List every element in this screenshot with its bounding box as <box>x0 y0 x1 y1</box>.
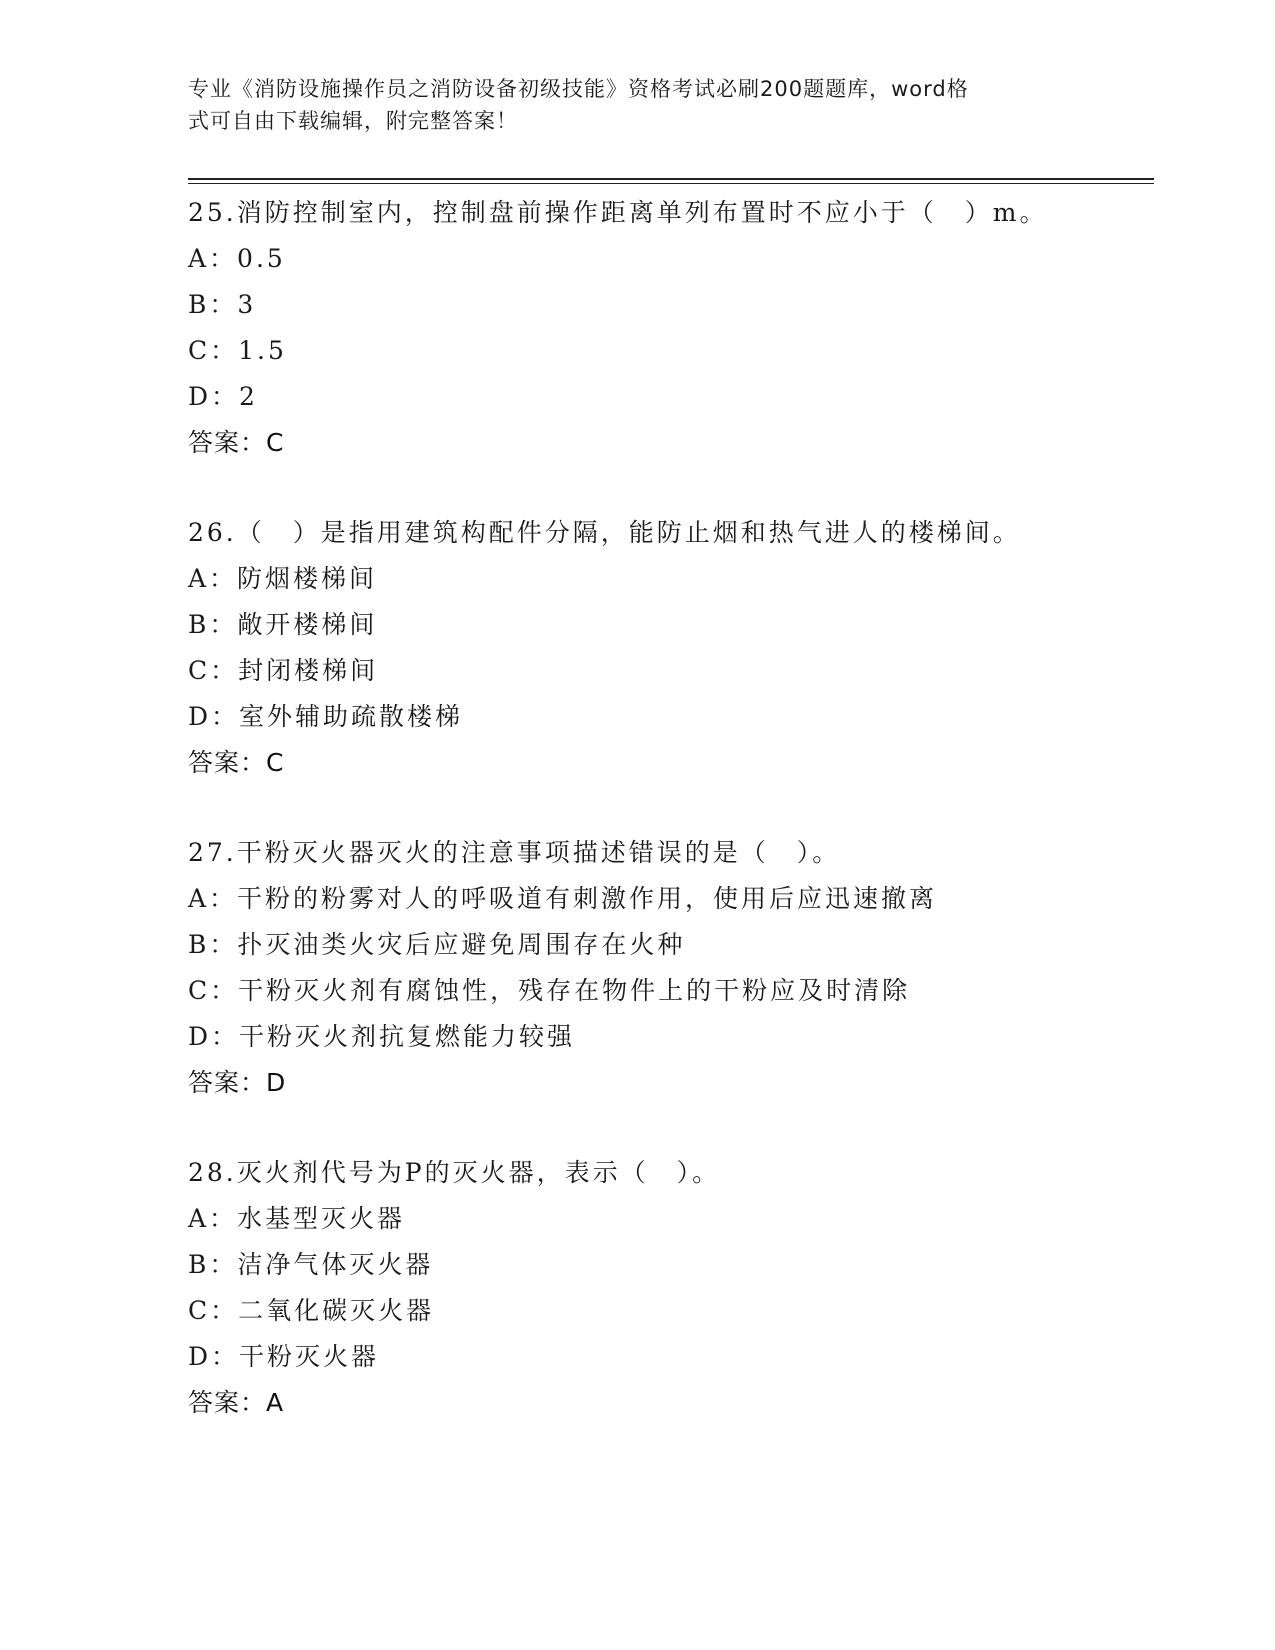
option-a: A：干粉的粉雾对人的呼吸道有刺激作用，使用后应迅速撤离 <box>188 884 938 913</box>
option-a: A：水基型灭火器 <box>188 1204 406 1233</box>
option-c: C：干粉灭火剂有腐蚀性，残存在物件上的干粉应及时清除 <box>188 976 911 1005</box>
option-c: C：封闭楼梯间 <box>188 656 379 685</box>
option-b: B：3 <box>188 290 257 319</box>
answer-label: 答案：C <box>188 748 285 777</box>
question-stem: 28.灭火剂代号为P的灭火器，表示（ ）。 <box>188 1158 721 1187</box>
question-26 <box>188 510 1148 786</box>
header-divider-thick <box>188 178 1154 180</box>
header-title-line-2: 式可自由下载编辑，附完整答案！ <box>188 109 518 133</box>
answer-label: 答案：D <box>188 1068 287 1097</box>
question-stem: 27.干粉灭火器灭火的注意事项描述错误的是（ ）。 <box>188 838 841 867</box>
option-a: A：0.5 <box>188 244 286 273</box>
option-d: D：干粉灭火剂抗复燃能力较强 <box>188 1022 576 1051</box>
option-c: C：1.5 <box>188 336 287 365</box>
question-stem: 26.（ ）是指用建筑构配件分隔，能防止烟和热气进人的楼梯间。 <box>188 518 1021 547</box>
option-d: D：干粉灭火器 <box>188 1342 380 1371</box>
question-28 <box>188 1150 1148 1426</box>
option-d: D：室外辅助疏散楼梯 <box>188 702 464 731</box>
question-25 <box>188 190 1148 466</box>
option-b: B：敞开楼梯间 <box>188 610 378 639</box>
answer-label: 答案：C <box>188 428 285 457</box>
document-header <box>188 73 1068 137</box>
option-a: A：防烟楼梯间 <box>188 564 378 593</box>
answer-label: 答案：A <box>188 1388 285 1417</box>
option-d: D：2 <box>188 382 258 411</box>
option-b: B：洁净气体灭火器 <box>188 1250 434 1279</box>
question-list <box>188 190 1148 1470</box>
question-stem: 25.消防控制室内，控制盘前操作距离单列布置时不应小于（ ）m。 <box>188 198 1048 227</box>
header-title-line-1: 专业《消防设施操作员之消防设备初级技能》资格考试必刷200题题库，word格 <box>188 77 969 101</box>
option-c: C：二氧化碳灭火器 <box>188 1296 435 1325</box>
header-divider-thin <box>188 183 1154 184</box>
option-b: B：扑灭油类火灾后应避免周围存在火种 <box>188 930 686 959</box>
question-27 <box>188 830 1148 1106</box>
